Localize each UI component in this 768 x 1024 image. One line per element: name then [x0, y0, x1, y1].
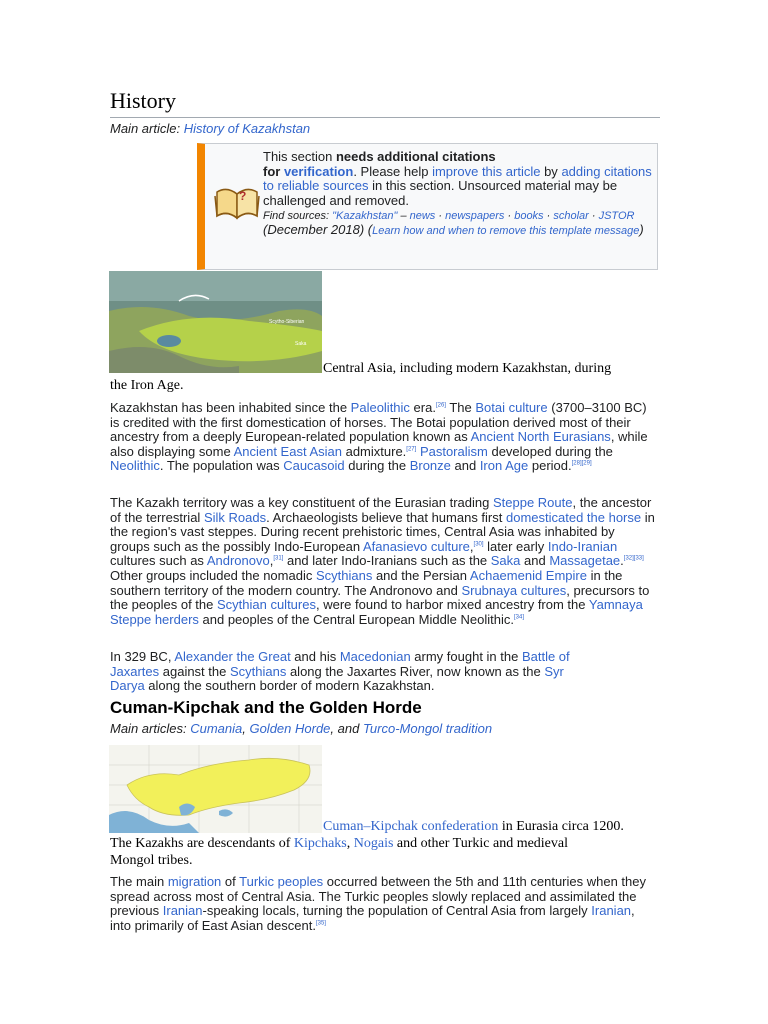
link-ancient-east-asian[interactable]: Ancient East Asian	[233, 443, 342, 459]
adding-citations-link[interactable]: adding citations to reliable sources	[263, 163, 652, 194]
citation-needed-box	[197, 143, 658, 270]
ref-27[interactable]: [27]	[406, 446, 417, 453]
link-scythians[interactable]: Scythians	[315, 567, 373, 583]
source-scholar-link[interactable]: scholar	[553, 210, 589, 223]
cuman-caption-line1	[323, 818, 624, 835]
t: , and	[330, 721, 363, 736]
link-pastoralism[interactable]: Pastoralism	[419, 443, 488, 459]
t: in Eurasia circa 1200.	[498, 819, 624, 834]
t: and the Persian	[372, 567, 470, 583]
t: and peoples of the Central European Middle Neolithic.	[198, 611, 514, 627]
link-massagetae[interactable]: Massagetae	[549, 553, 621, 569]
hatnote-2	[110, 721, 492, 736]
t: and	[450, 458, 480, 474]
t: later early	[483, 538, 548, 554]
t: , precursors to the peoples of the	[110, 582, 650, 613]
ref-34[interactable]: [34]	[514, 614, 525, 621]
ambox-text-2: . Please help	[353, 163, 433, 179]
cuman-caption-line2	[110, 835, 568, 852]
t: and later Indo-Iranians such as the	[283, 553, 491, 569]
ambox-text-3: by	[540, 163, 562, 179]
link-iron-age[interactable]: Iron Age	[479, 458, 529, 474]
link-cuman-kipchak-confederation[interactable]: Cuman–Kipchak confederation	[323, 819, 499, 834]
t: occurred between the 5th and 11th centuries when they spread across most of Central Asia. The Turkic peoples slowly replaced and assimilated the previous	[110, 874, 646, 919]
link-scythians-2[interactable]: Scythians	[229, 663, 287, 679]
ref-30[interactable]: [30]	[473, 541, 484, 548]
source-news-link[interactable]: news	[409, 210, 436, 223]
t: era.	[409, 400, 436, 415]
ambox-date: (December 2018) (	[263, 222, 373, 238]
link-domesticated-horse[interactable]: domesticated the horse	[505, 509, 642, 525]
link-bronze[interactable]: Bronze	[409, 458, 451, 474]
hatnote2-prefix: Main articles:	[110, 721, 191, 736]
ambox-close-paren: )	[639, 222, 644, 238]
link-saka[interactable]: Saka	[490, 553, 521, 569]
link-golden-horde[interactable]: Golden Horde	[249, 721, 331, 736]
cuman-kipchak-map-image[interactable]	[109, 745, 322, 833]
t: and his	[290, 649, 340, 664]
paragraph-turkic-migration	[110, 875, 650, 933]
map-label-scytho-siberian: Scytho-Siberian	[269, 319, 305, 325]
t: In 329 BC,	[110, 649, 175, 664]
t: in the southern territory of the modern country. The Andronovo and	[110, 567, 623, 598]
link-paleolithic[interactable]: Paleolithic	[350, 400, 410, 415]
t: admixture.	[341, 443, 407, 459]
learn-remove-link[interactable]: Learn how and when to remove this template message	[372, 225, 640, 238]
hatnote-prefix: Main article:	[110, 121, 184, 136]
link-turkic-peoples[interactable]: Turkic peoples	[239, 874, 324, 889]
link-iranian[interactable]: Iranian	[162, 903, 203, 919]
find-sources-label: Find sources:	[263, 210, 333, 223]
ref-31[interactable]: [31]	[273, 556, 284, 563]
t: ,	[346, 836, 354, 851]
link-iranian-2[interactable]: Iranian	[591, 903, 632, 919]
t: ,	[242, 721, 250, 736]
link-achaemenid[interactable]: Achaemenid Empire	[469, 567, 587, 583]
link-andronovo[interactable]: Andronovo	[206, 553, 270, 569]
link-silk-roads[interactable]: Silk Roads	[203, 509, 267, 525]
link-neolithic[interactable]: Neolithic	[110, 458, 160, 474]
open-book-question-icon	[213, 182, 261, 222]
sep: ·	[435, 210, 446, 223]
link-afanasievo[interactable]: Afanasievo culture	[362, 538, 470, 554]
t: and	[520, 553, 550, 569]
cuman-caption-line3: Mongol tribes.	[110, 853, 193, 868]
sep: ·	[543, 210, 554, 223]
t: period.	[528, 458, 572, 474]
ambox-message	[263, 150, 655, 238]
t: Other groups included the nomadic	[110, 567, 316, 583]
t: during the	[344, 458, 410, 474]
link-macedonian[interactable]: Macedonian	[339, 649, 411, 664]
t: , were found to harbor mixed ancestry from the	[315, 597, 589, 613]
section-heading-cuman-kipchak: Cuman-Kipchak and the Golden Horde	[110, 698, 422, 717]
heading-divider	[110, 117, 660, 118]
t: along the Jaxartes River, now known as the	[286, 663, 545, 679]
t: against the	[159, 663, 230, 679]
t: , into primarily of East Asian descent.	[110, 903, 635, 933]
dash: –	[397, 210, 410, 223]
link-yamnaya[interactable]: Yamnaya Steppe herders	[110, 597, 643, 627]
link-migration[interactable]: migration	[167, 874, 222, 889]
link-kipchaks[interactable]: Kipchaks	[293, 836, 347, 851]
source-jstor-link[interactable]: JSTOR	[598, 210, 635, 223]
ref-35[interactable]: [35]	[315, 920, 326, 927]
ref-28-29[interactable]: [28][29]	[571, 461, 592, 468]
ambox-text: This section	[263, 149, 336, 164]
link-botai-culture[interactable]: Botai culture	[475, 400, 548, 415]
iron-age-caption-line1: Central Asia, including modern Kazakhstan, during	[323, 361, 612, 376]
paragraph-botai	[110, 401, 650, 474]
verification-link[interactable]: verification	[283, 163, 354, 179]
svg-text:?: ?	[239, 189, 247, 203]
t: The Kazakhs are descendants of	[110, 836, 294, 851]
ref-32-33[interactable]: [32][33]	[623, 556, 644, 563]
map-label-saka: Saka	[295, 341, 307, 347]
link-alexander[interactable]: Alexander the Great	[174, 649, 291, 664]
t: . The population was	[159, 458, 284, 474]
link-nogais[interactable]: Nogais	[353, 836, 394, 851]
t: , the ancestor of the terrestrial	[110, 495, 652, 525]
t: of	[221, 874, 240, 889]
paragraph-alexander	[110, 650, 600, 694]
ambox-text-4: in this section. Unsourced material may be challenged and removed.	[263, 178, 618, 208]
iron-age-map-image[interactable]	[109, 271, 322, 373]
t: developed during the	[487, 443, 613, 459]
link-battle-jaxartes[interactable]: Battle of Jaxartes	[110, 649, 570, 679]
t: The	[445, 400, 476, 415]
link-indo-iranian[interactable]: Indo-Iranian	[547, 538, 618, 554]
link-turco-mongol[interactable]: Turco-Mongol tradition	[362, 721, 493, 736]
sep: ·	[504, 210, 515, 223]
section-heading-history: History	[110, 88, 176, 113]
t: -speaking locals, turning the population of Central Asia from largely	[202, 903, 592, 919]
link-ancient-north-eurasians[interactable]: Ancient North Eurasians	[470, 429, 611, 445]
t: army fought in the	[410, 649, 522, 664]
iron-age-caption-line2: the Iron Age.	[110, 378, 184, 393]
t: The main	[110, 874, 168, 889]
t: along the southern border of modern Kazakhstan.	[144, 678, 435, 694]
t: (3700–3100 BC) is credited with the first domestication of horses. The Botai population derived most of their ancestry from a deeply European-related population known as	[110, 400, 647, 445]
t: , while also displaying some	[110, 429, 648, 459]
link-scythian-cultures[interactable]: Scythian cultures	[216, 597, 316, 613]
hatnote-link[interactable]: History of Kazakhstan	[183, 121, 311, 136]
link-cumania[interactable]: Cumania	[190, 721, 243, 736]
t: and other Turkic and medieval	[393, 836, 568, 851]
link-srubnaya[interactable]: Srubnaya cultures	[461, 582, 567, 598]
find-sources	[263, 210, 634, 222]
paragraph-steppe-route: The Kazakh territory was a key constituent of the Eurasian trading Steppe Route, the ancestor of the terrestrial Silk Roads. Archaeologists believe that humans first domesticated the horse in the region's vast steppes. During recent prehistoric times, Central Asia was inhabited by groups such as the possibly Indo-European Afanasievo culture,[30] later early Indo-Iranian cultures such as Andronovo,[31] and later Indo-Iranians such as the Saka and Massagetae.[32][33] Other groups included the nomadic Scythians and the Persian Achaemenid Empire in the southern territory of the modern country. The Andronovo and Srubnaya cultures, precursors to the peoples of the Scythian cultures, were found to harbor mixed ancestry from the Yamnaya Steppe herders and peoples of the Central European Middle Neolithic.[34]	[110, 495, 655, 627]
source-books-link[interactable]: books	[514, 210, 544, 223]
ambox-emphasis-2: for	[263, 163, 284, 179]
ambox-emphasis: needs additional citations	[335, 149, 496, 164]
source-kazakhstan-link[interactable]: "Kazakhstan"	[332, 210, 398, 223]
t: in the region's vast steppes. During recent prehistoric times, Central Asia was inhabited by groups such as the possibly Indo-European	[110, 509, 655, 554]
t: . Archaeologists believe that humans first	[266, 509, 506, 525]
hatnote	[110, 121, 310, 136]
sep: ·	[588, 210, 599, 223]
link-steppe-route[interactable]: Steppe Route	[492, 495, 573, 510]
link-caucasoid[interactable]: Caucasoid	[283, 458, 345, 474]
link-syr-darya[interactable]: Syr Darya	[110, 663, 564, 694]
ref-26[interactable]: [26]	[435, 402, 446, 409]
improve-article-link[interactable]: improve this article	[432, 163, 541, 179]
t: Kazakhstan has been inhabited since the	[110, 400, 351, 415]
source-newspapers-link[interactable]: newspapers	[445, 210, 505, 223]
t: The Kazakh territory was a key constituent of the Eurasian trading	[110, 495, 493, 510]
t: cultures such as	[110, 553, 207, 569]
